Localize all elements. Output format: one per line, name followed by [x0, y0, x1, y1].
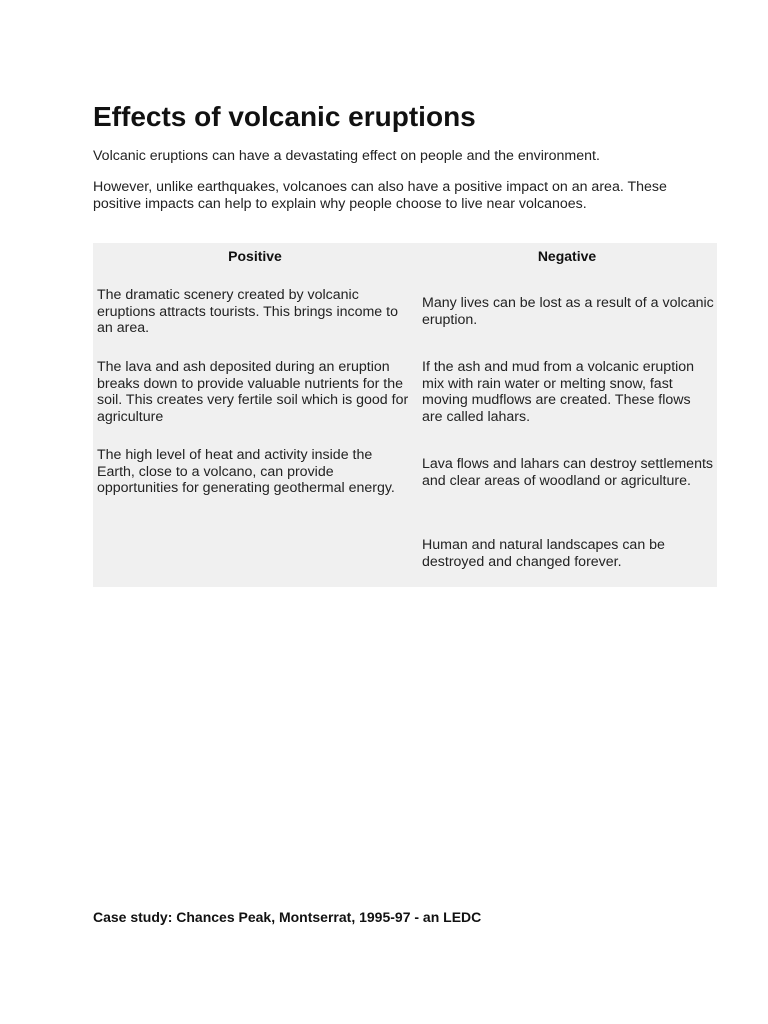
negative-column-header: Negative [537, 248, 597, 264]
positive-effect-cell: The dramatic scenery created by volcanic eruptions attracts tourists. This brings income to an area. [97, 287, 398, 337]
negative-effect-cell: Lava flows and lahars can destroy settlements and clear areas of woodland or agriculture. [422, 456, 713, 489]
negative-effect-cell: Human and natural landscapes can be destroyed and changed forever. [422, 537, 665, 570]
intro-paragraph: Volcanic eruptions can have a devastating effect on people and the environment. [93, 148, 600, 164]
page-title: Effects of volcanic eruptions [93, 101, 476, 132]
positive-effect-cell: The lava and ash deposited during an eruption breaks down to provide valuable nutrients for the soil. This creates very fertile soil which is good for agriculture [97, 359, 409, 425]
effects-table [93, 243, 717, 587]
context-paragraph: However, unlike earthquakes, volcanoes can also have a positive impact on an area. These positive impacts can help to explain why people choose to live near volcanoes. [93, 179, 667, 212]
negative-effect-cell: Many lives can be lost as a result of a volcanic eruption. [422, 295, 714, 328]
positive-effect-cell: The high level of heat and activity inside the Earth, close to a volcano, can provide opportunities for generating geothermal energy. [97, 447, 395, 497]
positive-column-header: Positive [228, 248, 282, 264]
negative-effect-cell: If the ash and mud from a volcanic eruption mix with rain water or melting snow, fast moving mudflows are created. These flows are called lahars. [422, 359, 695, 425]
case-study-heading: Case study: Chances Peak, Montserrat, 1995-97 - an LEDC [93, 909, 482, 925]
